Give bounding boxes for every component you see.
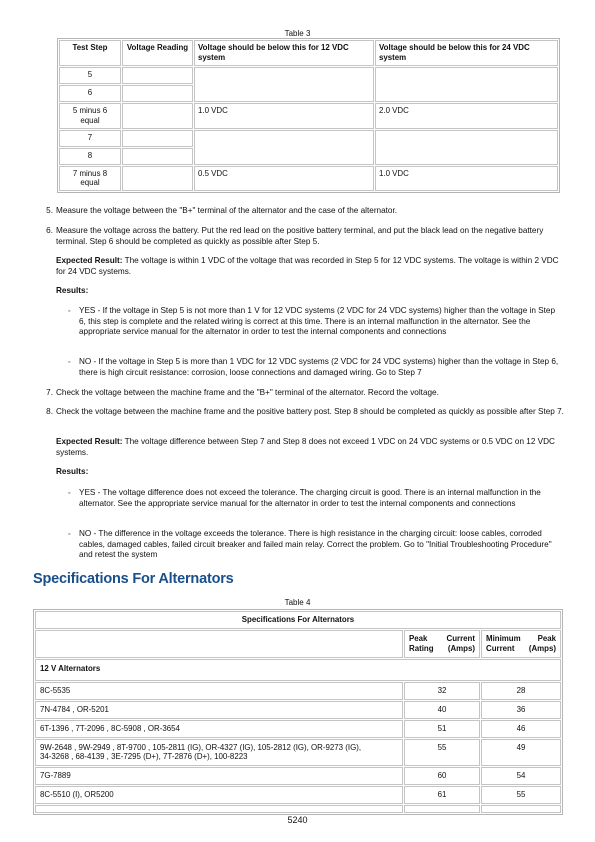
- table4-part: 7N-4784 , OR-5201: [35, 701, 403, 719]
- table3-caption: Table 3: [284, 29, 311, 38]
- table4-cell-empty: [481, 805, 561, 813]
- table3-reading: [122, 85, 193, 102]
- table4-caption: Table 4: [284, 598, 311, 607]
- step-6-expected: [56, 256, 564, 277]
- expected-result-label: Expected Result:: [56, 256, 123, 265]
- expected-result-text: The voltage is within 1 VDC of the voltage that was recorded in Step 5 for 12 VDC systems. The voltage is within 2 VDC for 24 VDC systems.: [56, 256, 559, 276]
- table3-24vdc: 1.0 VDC: [375, 166, 558, 192]
- table3-step: 7 minus 8 equal: [59, 166, 121, 192]
- table-row: [35, 720, 561, 738]
- table4-header-peak: Peak Current Rating (Amps): [404, 630, 480, 658]
- table4-part: 8C-5510 (I), OR5200: [35, 786, 403, 804]
- bullet-icon: ◦: [68, 359, 71, 366]
- table4-peak: 40: [404, 701, 480, 719]
- table-row: [59, 67, 558, 84]
- table3-header-12vdc: Voltage should be below this for 12 VDC system: [194, 40, 374, 66]
- table3-reading: [122, 67, 193, 84]
- table-row: [35, 767, 561, 785]
- step-8-text: Check the voltage between the machine frame and the positive battery post. Step 8 should be completed as quickly as possible after Step 7.: [56, 407, 564, 416]
- table3-reading: [122, 148, 193, 165]
- table3-step: 8: [59, 148, 121, 165]
- table4-part: 9W-2648 , 9W-2949 , 8T-9700 , 105-2811 (IG), OR-4327 (IG), 105-2812 (IG), OR-9273 (IG), 34-3268 , 68-4139 , 3E-7295 (D+), 7T-2876 (D+), 100-8223: [35, 739, 403, 767]
- table3-reading: [122, 103, 193, 129]
- table3-header-row: [59, 40, 558, 66]
- table3-24vdc: [375, 130, 558, 165]
- table4-cell-empty: [35, 805, 403, 813]
- table3-24vdc: 2.0 VDC: [375, 103, 558, 129]
- step-8-number: 8.: [46, 407, 53, 416]
- table4-partial-row: [35, 805, 561, 813]
- step-5-number: 5.: [46, 206, 53, 215]
- table4-min: 36: [481, 701, 561, 719]
- table4-cell-empty: [404, 805, 480, 813]
- page-number: 5240: [287, 815, 308, 825]
- bullet-icon: ◦: [68, 490, 71, 497]
- expected-result-text: The voltage difference between Step 7 and Step 8 does not exceed 1 VDC on 24 VDC systems or 0.5 VDC on 12 VDC systems.: [56, 437, 555, 457]
- table3-step: 5: [59, 67, 121, 84]
- table4-peak: 55: [404, 739, 480, 767]
- expected-result-label: Expected Result:: [56, 437, 123, 446]
- table3-step: 7: [59, 130, 121, 147]
- table3-reading: [122, 166, 193, 192]
- table3-step: 5 minus 6 equal: [59, 103, 121, 129]
- step-7-text: Check the voltage between the machine frame and the "B+" terminal of the alternator. Record the voltage.: [56, 388, 439, 397]
- table4-header-blank: [35, 630, 403, 658]
- table-row: [35, 786, 561, 804]
- step-8-no: NO - The difference in the voltage exceeds the tolerance. There is high resistance in the charging circuit: loose cables, corroded cables, damaged cables, failed circuit breaker and failed main relay. Correct the problem. Go to "Initial Troubleshooting Procedure" and retest the system: [79, 529, 552, 560]
- step-8-expected: [56, 437, 564, 458]
- table4-title: Specifications For Alternators: [35, 611, 561, 629]
- table4-title-row: [35, 611, 561, 629]
- step-6-results-label: Results:: [56, 286, 89, 295]
- table4-header-min: Minimum Peak Current (Amps): [481, 630, 561, 658]
- table4-peak: 60: [404, 767, 480, 785]
- table4-peak: 32: [404, 682, 480, 700]
- table-row: [35, 682, 561, 700]
- table4-peak: 61: [404, 786, 480, 804]
- table3-12vdc: 0.5 VDC: [194, 166, 374, 192]
- table3-24vdc: [375, 67, 558, 102]
- table-row: [59, 130, 558, 147]
- section-title: Specifications For Alternators: [33, 571, 234, 587]
- step-6-no: NO - If the voltage in Step 5 is more than 1 VDC for 12 VDC systems (2 VDC for 24 VDC systems) higher than the voltage in Step 6, there is high circuit resistance: corrosion, loose connections and damaged wiring. Go to Step 7: [79, 357, 559, 377]
- step-7-number: 7.: [46, 388, 53, 397]
- table4-group-row: [35, 659, 561, 681]
- table4-group-12v: 12 V Alternators: [35, 659, 561, 681]
- table4: [33, 609, 563, 815]
- table3: [57, 38, 560, 193]
- step-6-yes: YES - If the voltage in Step 5 is not more than 1 V for 12 VDC systems (2 VDC for 24 VDC systems) higher than the voltage in Step 6, this step is complete and the related wiring is correct at this time. There is an internal malfunction in the alternator. See the appropriate service manual for the alternator in order to test the internal components and connections: [79, 306, 556, 337]
- bullet-icon: ◦: [68, 308, 71, 315]
- table-row: [59, 166, 558, 192]
- table4-part: 6T-1396 , 7T-2096 , 8C-5908 , OR-3654: [35, 720, 403, 738]
- table3-header-test-step: Test Step: [59, 40, 121, 66]
- bullet-icon: ◦: [68, 531, 71, 538]
- table3-header-24vdc: Voltage should be below this for 24 VDC system: [375, 40, 558, 66]
- step-6-text: Measure the voltage across the battery. Put the red lead on the positive battery terminal, and put the black lead on the negative battery terminal. Step 6 should be completed as quickly as possible after Step 5.: [56, 226, 544, 246]
- table3-12vdc: [194, 67, 374, 102]
- table4-header-row: [35, 630, 561, 658]
- table3-step: 6: [59, 85, 121, 102]
- table-row: [35, 739, 561, 767]
- table4-min: 54: [481, 767, 561, 785]
- table4-peak: 51: [404, 720, 480, 738]
- table3-12vdc: 1.0 VDC: [194, 103, 374, 129]
- table-row: [35, 701, 561, 719]
- table4-min: 55: [481, 786, 561, 804]
- step-8-yes: YES - The voltage difference does not exceed the tolerance. The charging circuit is good. There is an internal malfunction in the alternator. See the appropriate service manual for the alternator in order to test the internal components and connections: [79, 488, 541, 508]
- table3-reading: [122, 130, 193, 147]
- table4-part: 8C-5535: [35, 682, 403, 700]
- step-6-number: 6.: [46, 226, 53, 235]
- table4-min: 28: [481, 682, 561, 700]
- table4-min: 46: [481, 720, 561, 738]
- table-row: [59, 103, 558, 129]
- table4-min: 49: [481, 739, 561, 767]
- table4-part: 7G-7889: [35, 767, 403, 785]
- table3-header-voltage-reading: Voltage Reading: [122, 40, 193, 66]
- step-5-text: Measure the voltage between the "B+" terminal of the alternator and the case of the alternator.: [56, 206, 398, 215]
- step-8-results-label: Results:: [56, 467, 89, 476]
- table3-12vdc: [194, 130, 374, 165]
